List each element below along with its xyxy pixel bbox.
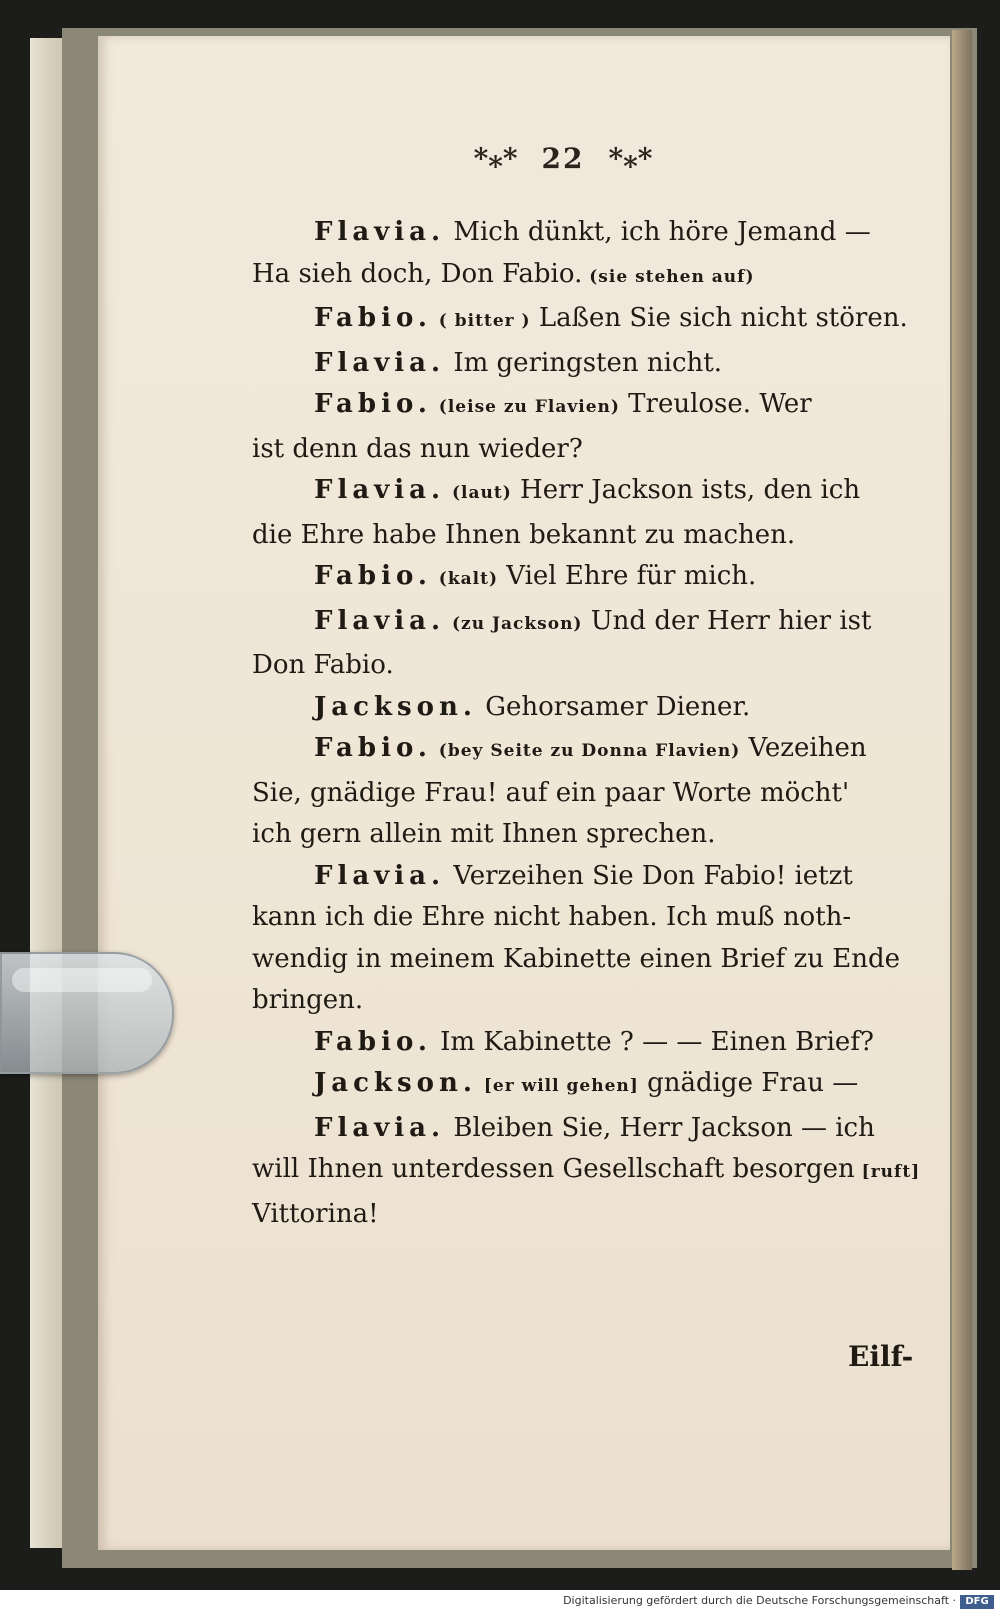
dfg-logo[interactable]: DFG: [960, 1595, 994, 1609]
dialogue-text: Don Fabio.: [252, 650, 394, 680]
footer-bar: [0, 1590, 1000, 1617]
stage-direction: [ruft]: [854, 1162, 921, 1182]
speaker-name: Fabio.: [314, 561, 432, 591]
page-header: [458, 138, 668, 178]
text-line: [252, 773, 907, 815]
speaker-name: Jackson.: [314, 1068, 477, 1098]
dialogue-text: ich gern allein mit Ihnen sprechen.: [252, 819, 716, 849]
speaker-name: Flavia.: [314, 475, 446, 505]
dialogue-text: gnädige Frau —: [638, 1068, 859, 1098]
speaker-name: Flavia.: [314, 1112, 446, 1143]
text-line: [252, 728, 907, 773]
header-ornament-right: *⁎*: [608, 141, 653, 175]
dialogue-text: Gehorsamer Diener.: [476, 691, 751, 722]
stage-direction: (zu Jackson): [445, 613, 583, 634]
speaker-name: Fabio.: [314, 303, 432, 333]
dialogue-text: Ha sieh doch, Don Fabio.: [252, 258, 583, 289]
dialogue-text: Treulose. Wer: [619, 389, 812, 419]
stage-direction: (leise zu Flavien): [431, 397, 620, 417]
text-line: [252, 1194, 907, 1236]
text-line: [252, 470, 907, 515]
dialogue-text: Im Kabinette ? — — Einen Brief?: [431, 1026, 874, 1057]
text-line: [252, 429, 907, 471]
header-ornament-left: *⁎*: [473, 141, 518, 175]
text-line: [252, 980, 907, 1022]
text-line: [252, 939, 907, 981]
text-line: [252, 814, 907, 856]
text-line: [252, 1022, 907, 1064]
text-line: [252, 601, 907, 646]
text-line: [252, 645, 907, 687]
stage-direction: [er will gehen]: [476, 1076, 639, 1096]
text-line: [252, 856, 907, 898]
text-line: [252, 384, 907, 429]
speaker-name: Flavia.: [314, 860, 446, 891]
dialogue-text: Sie, gnädige Frau! auf ein paar Worte möcht': [252, 777, 850, 808]
speaker-name: Fabio.: [314, 389, 432, 419]
speaker-name: Flavia.: [314, 347, 446, 378]
stage-direction: (kalt): [431, 569, 499, 589]
speaker-name: Fabio.: [314, 733, 432, 763]
footer-credit: Digitalisierung gefördert durch die Deutsche Forschungsgemeinschaft ·: [563, 1594, 956, 1607]
book-gutter: [952, 30, 972, 1570]
dialogue-text: Und der Herr hier ist: [582, 605, 872, 636]
dialogue-text: Laßen Sie sich nicht stören.: [530, 303, 908, 333]
stage-direction: ( bitter ): [431, 311, 531, 331]
dialogue-text: wendig in meinem Kabinette einen Brief zu Ende: [252, 943, 900, 974]
speaker-name: Fabio.: [314, 1026, 432, 1057]
text-line: [252, 212, 907, 254]
dialogue-text: Herr Jackson ists, den ich: [511, 475, 861, 505]
text-line: [252, 515, 907, 557]
dialogue-text: Vittorina!: [252, 1198, 379, 1229]
text-line: [252, 1108, 907, 1150]
text-line: [252, 897, 907, 939]
play-text: [252, 212, 921, 1235]
catchword: Eilf-: [848, 1340, 914, 1373]
dialogue-text: kann ich die Ehre nicht haben. Ich muß noth-: [252, 902, 852, 932]
text-line: [252, 1149, 921, 1194]
dialogue-text: die Ehre habe Ihnen bekannt zu machen.: [252, 519, 796, 550]
dialogue-text: Viel Ehre für mich.: [498, 561, 757, 591]
dialogue-text: Bleiben Sie, Herr Jackson — ich: [445, 1112, 875, 1143]
speaker-name: Flavia.: [314, 605, 446, 636]
dialogue-text: bringen.: [252, 985, 364, 1015]
stage-direction: (laut): [445, 483, 512, 503]
dialogue-text: Vezeihen: [740, 733, 867, 763]
page-weight-clip: [0, 952, 174, 1074]
stage-direction: (sie stehen auf): [582, 266, 755, 287]
dialogue-text: ist denn das nun wieder?: [252, 433, 583, 464]
text-line: [252, 556, 907, 601]
page-number: 22: [541, 141, 585, 175]
text-line: [252, 343, 907, 385]
dialogue-text: Mich dünkt, ich höre Jemand —: [445, 217, 871, 247]
text-line: [252, 687, 907, 729]
text-line: [252, 254, 907, 299]
dialogue-text: will Ihnen unterdessen Gesellschaft besorgen: [252, 1154, 855, 1184]
stage-direction: (bey Seite zu Donna Flavien): [431, 741, 741, 761]
speaker-name: Jackson.: [314, 691, 477, 722]
speaker-name: Flavia.: [314, 217, 446, 247]
text-line: [252, 1063, 907, 1108]
dialogue-text: Im geringsten nicht.: [445, 347, 722, 378]
text-line: [252, 298, 907, 343]
dialogue-text: Verzeihen Sie Don Fabio! ietzt: [445, 860, 853, 891]
